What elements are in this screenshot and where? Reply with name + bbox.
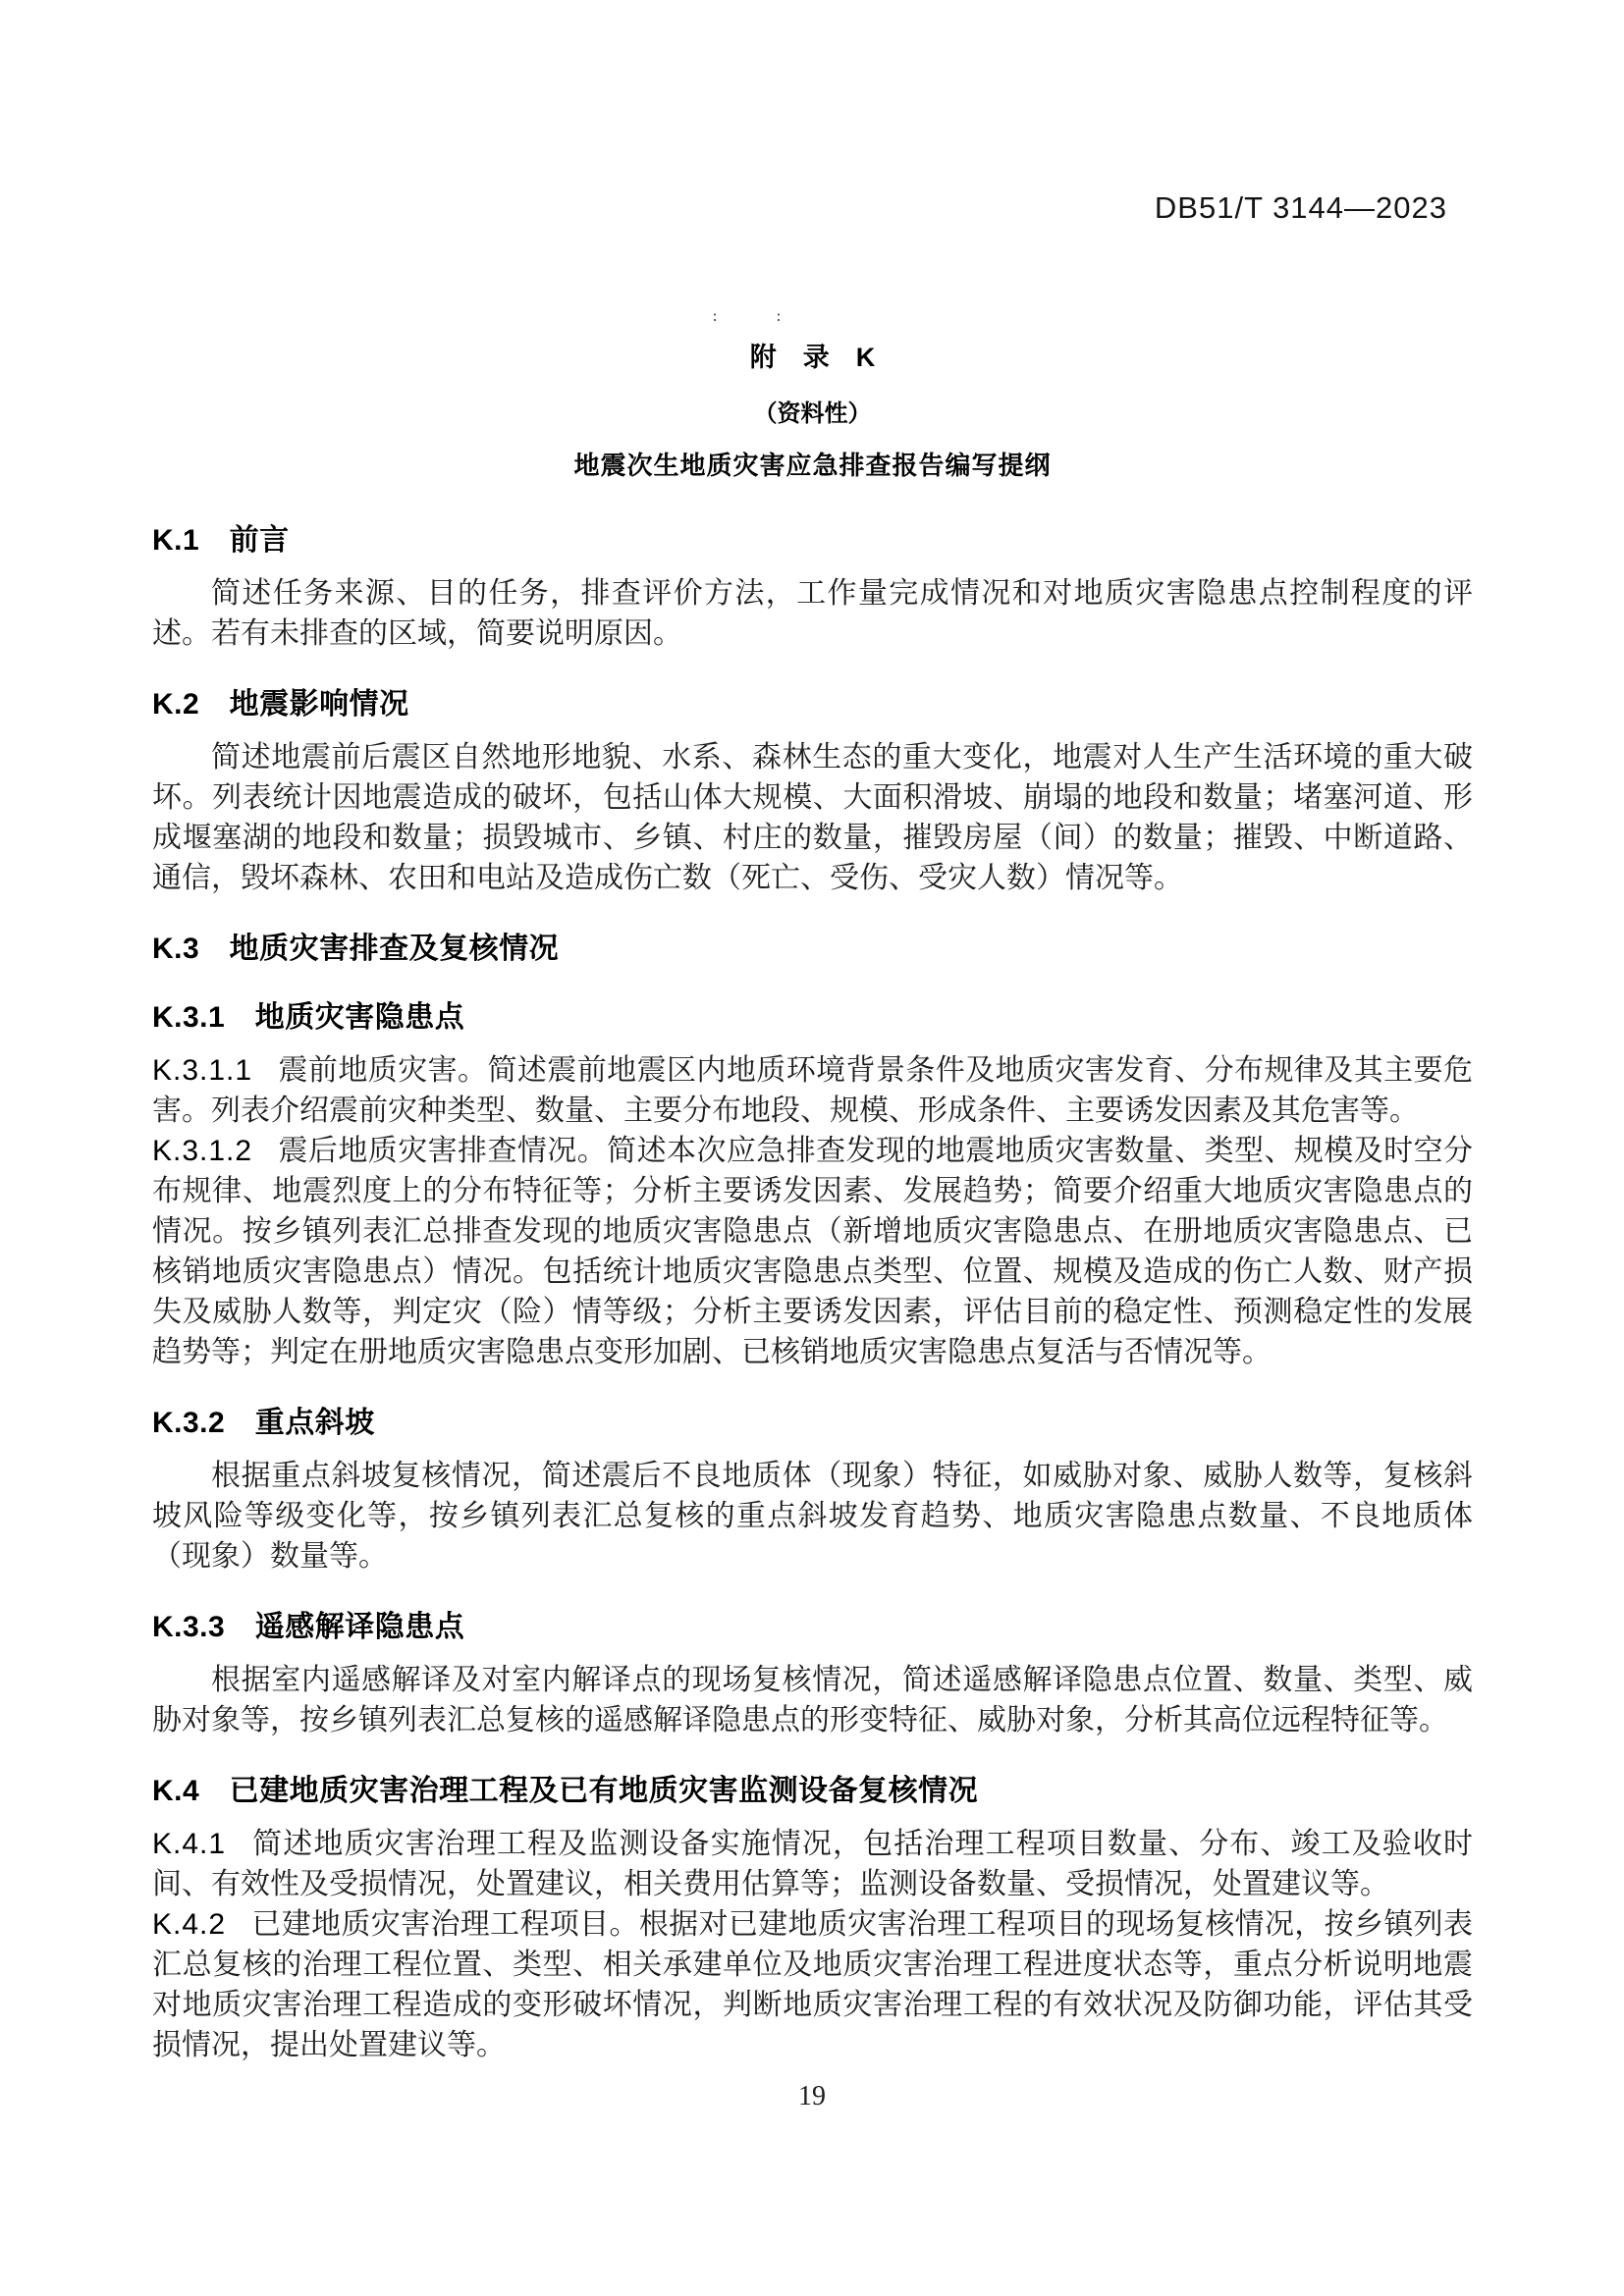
clause-k312 <box>152 1131 1473 1372</box>
clause-number-k41: K.4.1 <box>152 1828 227 1860</box>
clause-k311 <box>152 1050 1473 1131</box>
appendix-title: 地震次生地质灾害应急排查报告编写提纲 <box>573 451 1052 480</box>
paragraph-k33: 根据室内遥感解译及对室内解译点的现场复核情况，简述遥感解译隐患点位置、数量、类型、威胁对象等，按乡镇列表汇总复核的遥感解译隐患点的形变特征、威胁对象，分析其高位远程特征等。 <box>152 1664 1473 1736</box>
clause-k42 <box>152 1904 1473 2065</box>
clause-text-k311: 震前地质灾害。简述震前地震区内地质环境背景条件及地质灾害发育、分布规律及其主要危害。列表介绍震前灾种类型、数量、主要分布地段、规模、形成条件、主要诱发因素及其危害等。 <box>152 1054 1473 1127</box>
scan-artifact-marks: : : <box>710 310 807 326</box>
clause-text-k41: 简述地质灾害治理工程及监测设备实施情况，包括治理工程项目数量、分布、竣工及验收时间、有效性及受损情况，处置建议，相关费用估算等；监测设备数量、受损情况，处置建议等。 <box>152 1828 1473 1900</box>
paragraph-k2: 简述地震前后震区自然地形地貌、水系、森林生态的重大变化，地震对人生产生活环境的重大破坏。列表统计因地震造成的破坏，包括山体大规模、大面积滑坡、崩塌的地段和数量；堵塞河道、形成堰塞湖的地段和数量；损毁城市、乡镇、村庄的数量，摧毁房屋（间）的数量；摧毁、中断道路、通信，毁坏森林、农田和电站及造成伤亡数（死亡、受伤、受灾人数）情况等。 <box>152 741 1473 894</box>
paragraph-k1: 简述任务来源、目的任务，排查评价方法，工作量完成情况和对地质灾害隐患点控制程度的评述。若有未排查的区域，简要说明原因。 <box>152 577 1473 650</box>
appendix-type-label: （资料性） <box>753 400 872 427</box>
section-heading-k33: K.3.3 遥感解译隐患点 <box>152 1611 465 1643</box>
appendix-label: 附 录 K <box>749 343 876 372</box>
clause-number-k42: K.4.2 <box>152 1908 227 1941</box>
clause-number-k311: K.3.1.1 <box>152 1054 253 1087</box>
paragraph-k32: 根据重点斜坡复核情况，简述震后不良地质体（现象）特征，如威胁对象、威胁人数等，复核斜坡风险等级变化等，按乡镇列表汇总复核的重点斜坡发育趋势、地质灾害隐患点数量、不良地质体（现象）数量等。 <box>152 1460 1473 1573</box>
section-heading-k4: K.4 已建地质灾害治理工程及已有地质灾害监测设备复核情况 <box>152 1775 979 1807</box>
clause-number-k312: K.3.1.2 <box>152 1135 253 1167</box>
clause-k41 <box>152 1824 1473 1904</box>
section-heading-k3: K.3 地质灾害排查及复核情况 <box>152 933 560 965</box>
section-heading-k1: K.1 前言 <box>152 524 290 557</box>
doc-standard-code: DB51/T 3144—2023 <box>1154 190 1447 225</box>
clause-text-k42: 已建地质灾害治理工程项目。根据对已建地质灾害治理工程项目的现场复核情况，按乡镇列表汇总复核的治理工程位置、类型、相关承建单位及地质灾害治理工程进度状态等，重点分析说明地震对地质灾害治理工程造成的变形破坏情况，判断地质灾害治理工程的有效状况及防御功能，评估其受损情况，提出处置建议等。 <box>152 1908 1473 2061</box>
page-content <box>152 310 1473 2065</box>
clause-text-k312: 震后地质灾害排查情况。简述本次应急排查发现的地震地质灾害数量、类型、规模及时空分布规律、地震烈度上的分布特征等；分析主要诱发因素、发展趋势；简要介绍重大地质灾害隐患点的情况。按乡镇列表汇总排查发现的地质灾害隐患点（新增地质灾害隐患点、在册地质灾害隐患点、已核销地质灾害隐患点）情况。包括统计地质灾害隐患点类型、位置、规模及造成的伤亡人数、财产损失及威胁人数等，判定灾（险）情等级；分析主要诱发因素，评估目前的稳定性、预测稳定性的发展趋势等；判定在册地质灾害隐患点变形加剧、已核销地质灾害隐患点复活与否情况等。 <box>152 1135 1473 1368</box>
page-number: 19 <box>798 2081 826 2111</box>
section-heading-k2: K.2 地震影响情况 <box>152 688 409 721</box>
section-heading-k31: K.3.1 地质灾害隐患点 <box>152 1001 465 1034</box>
section-heading-k32: K.3.2 重点斜坡 <box>152 1407 375 1439</box>
